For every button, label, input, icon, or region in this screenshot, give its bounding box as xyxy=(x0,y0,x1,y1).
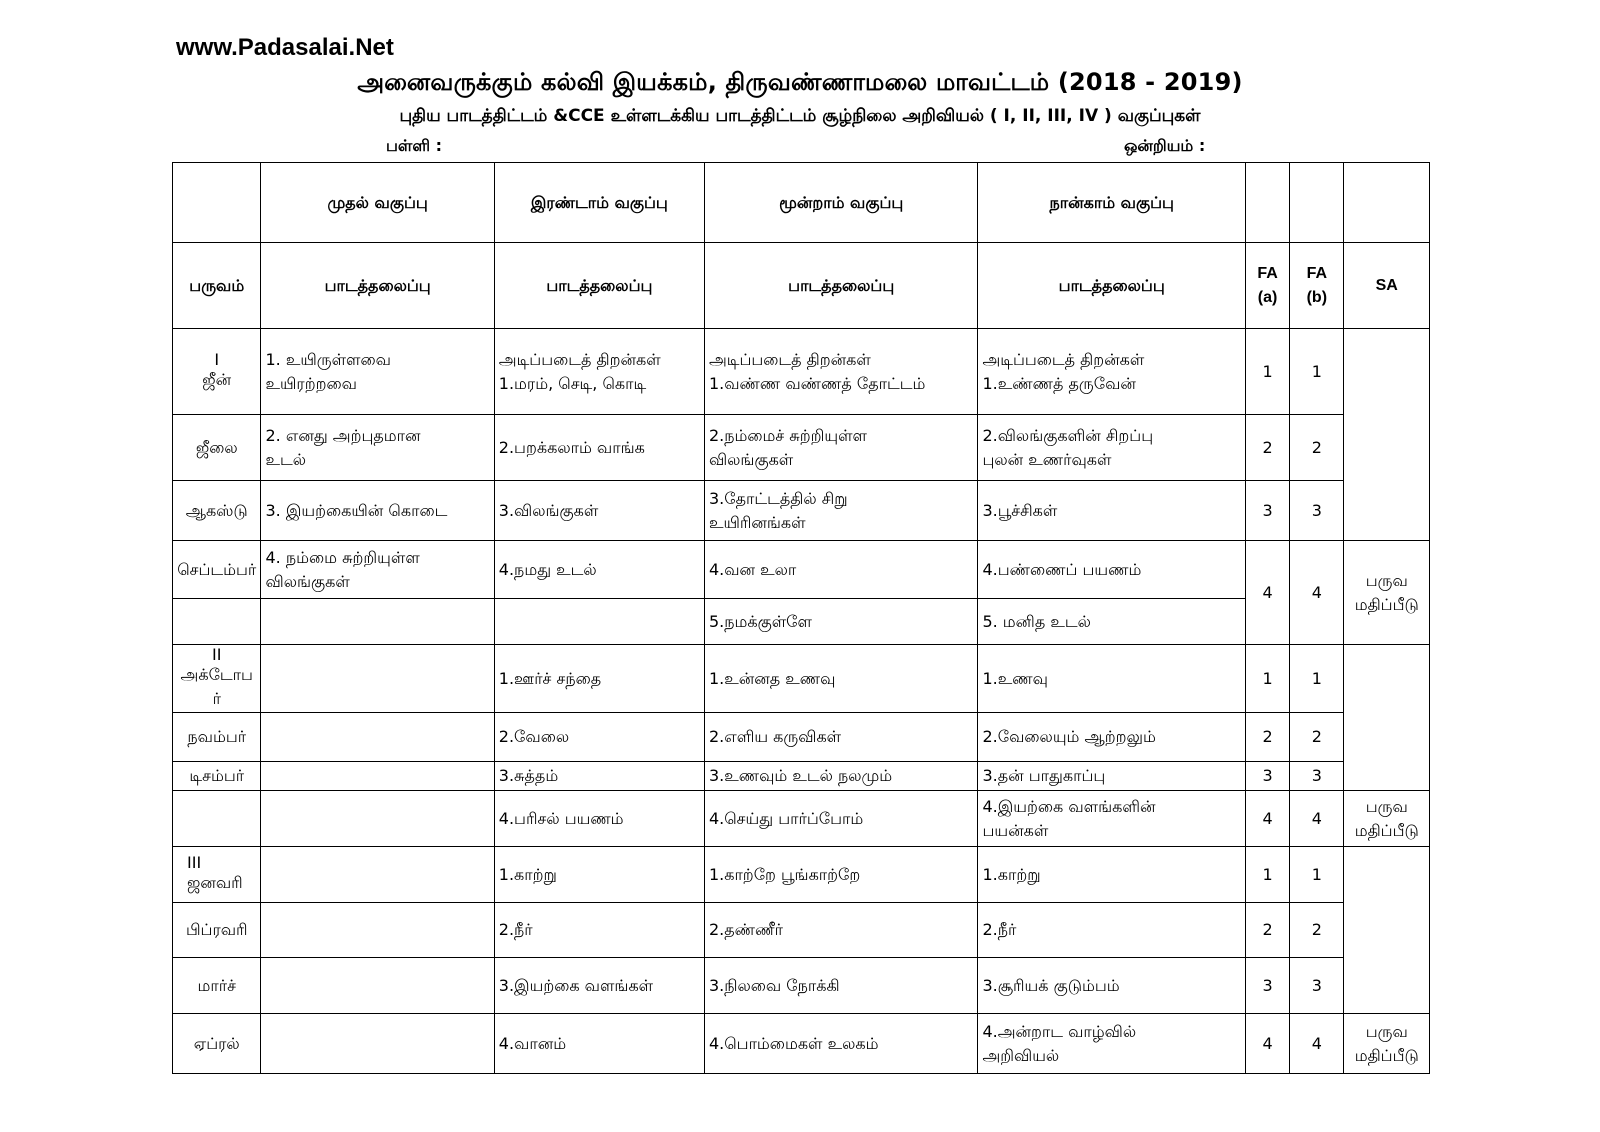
class2-topic: 2.பறக்கலாம் வாங்க xyxy=(494,415,704,481)
school-label: பள்ளி : xyxy=(386,136,442,155)
fa-b-value: 1 xyxy=(1290,645,1344,713)
month-label: ஆகஸ்டு xyxy=(173,481,261,541)
blank-header-cell xyxy=(1245,163,1289,243)
month-label: செப்டம்பர் xyxy=(173,541,261,599)
fa-a-value: 3 xyxy=(1245,958,1289,1014)
class4-topic: அடிப்படைத் திறன்கள் 1.உண்ணத் தருவேன் xyxy=(978,329,1245,415)
class1-header: முதல் வகுப்பு xyxy=(261,163,494,243)
table-row xyxy=(173,903,1430,958)
class1-topic xyxy=(261,903,494,958)
fa-b-value: 1 xyxy=(1290,847,1344,903)
fa-b-value: 2 xyxy=(1290,903,1344,958)
term-assessment-cell: பருவ மதிப்பீடு xyxy=(1344,791,1430,847)
class3-topic: 3.உணவும் உடல் நலமும் xyxy=(704,762,978,791)
month-label: ஜீன் xyxy=(202,370,232,389)
month-label: மார்ச் xyxy=(173,958,261,1014)
term-header: பருவம் xyxy=(173,243,261,329)
class4-topic: 2.விலங்குகளின் சிறப்பு புலன் உணர்வுகள் xyxy=(978,415,1245,481)
fa-b-value: 2 xyxy=(1290,713,1344,762)
union-label: ஒன்றியம் : xyxy=(1124,136,1206,155)
class1-topic xyxy=(261,1014,494,1074)
term-cell xyxy=(173,329,261,415)
fa-b-value: 3 xyxy=(1290,958,1344,1014)
month-label: டிசம்பர் xyxy=(173,762,261,791)
class4-topic: 4.அன்றாட வாழ்வில் அறிவியல் xyxy=(978,1014,1245,1074)
fa-b-value: 3 xyxy=(1290,762,1344,791)
document-subtitle: புதிய பாடத்திட்டம் &CCE உள்ளடக்கிய பாடத்திட்டம் சூழ்நிலை அறிவியல் ( I, II, III, IV ) வகுப்புகள் xyxy=(399,106,1201,126)
class4-topic: 4.பண்ணைப் பயணம் xyxy=(978,541,1245,599)
fa-a-value: 4 xyxy=(1245,541,1289,645)
class1-topic: 3. இயற்கையின் கொடை xyxy=(261,481,494,541)
topic-header: பாடத்தலைப்பு xyxy=(494,243,704,329)
fa-a-value: 1 xyxy=(1245,847,1289,903)
class-header-row xyxy=(173,163,1430,243)
class3-topic: 2.எளிய கருவிகள் xyxy=(704,713,978,762)
class3-topic: 4.பொம்மைகள் உலகம் xyxy=(704,1014,978,1074)
blank-header-cell xyxy=(1344,163,1430,243)
fa-b-value: 4 xyxy=(1290,791,1344,847)
class3-topic: 3.நிலவை நோக்கி xyxy=(704,958,978,1014)
sa-cell xyxy=(1344,329,1430,541)
class2-topic: 4.நமது உடல் xyxy=(494,541,704,599)
class2-topic: 3.இயற்கை வளங்கள் xyxy=(494,958,704,1014)
month-label: அக்டோப ர் xyxy=(180,665,253,708)
class1-topic: 2. எனது அற்புதமான உடல் xyxy=(261,415,494,481)
class1-topic xyxy=(261,762,494,791)
class4-topic: 3.சூரியக் குடும்பம் xyxy=(978,958,1245,1014)
class1-topic xyxy=(261,791,494,847)
table-row xyxy=(173,958,1430,1014)
blank-header-cell xyxy=(173,163,261,243)
term-assessment-cell: பருவ மதிப்பீடு xyxy=(1344,541,1430,645)
fa-a-value: 4 xyxy=(1245,791,1289,847)
fa-b-value: 4 xyxy=(1290,541,1344,645)
class3-topic: 4.வன உலா xyxy=(704,541,978,599)
class4-topic: 5. மனித உடல் xyxy=(978,599,1245,645)
class3-topic: 3.தோட்டத்தில் சிறு உயிரினங்கள் xyxy=(704,481,978,541)
term-roman: II xyxy=(212,645,222,664)
term-roman: I xyxy=(214,350,220,369)
class1-topic: 4. நம்மை சுற்றியுள்ள விலங்குகள் xyxy=(261,541,494,599)
table-row xyxy=(173,847,1430,903)
class2-topic: 4.வானம் xyxy=(494,1014,704,1074)
class4-topic: 1.காற்று xyxy=(978,847,1245,903)
month-label: ஜனவரி xyxy=(187,873,243,892)
term-cell xyxy=(173,645,261,713)
class4-topic: 2.வேலையும் ஆற்றலும் xyxy=(978,713,1245,762)
class2-topic: 1.காற்று xyxy=(494,847,704,903)
table-row xyxy=(173,415,1430,481)
class4-topic: 3.தன் பாதுகாப்பு xyxy=(978,762,1245,791)
class4-topic: 3.பூச்சிகள் xyxy=(978,481,1245,541)
class2-header: இரண்டாம் வகுப்பு xyxy=(494,163,704,243)
class1-topic: 1. உயிருள்ளவை உயிரற்றவை xyxy=(261,329,494,415)
class4-topic: 4.இயற்கை வளங்களின் பயன்கள் xyxy=(978,791,1245,847)
fa-b-value: 2 xyxy=(1290,415,1344,481)
class2-topic: 2.நீர் xyxy=(494,903,704,958)
class3-topic: 2.தண்ணீர் xyxy=(704,903,978,958)
month-label: பிப்ரவரி xyxy=(173,903,261,958)
class2-topic: 4.பரிசல் பயணம் xyxy=(494,791,704,847)
class3-topic: அடிப்படைத் திறன்கள் 1.வண்ண வண்ணத் தோட்டம் xyxy=(704,329,978,415)
topic-header: பாடத்தலைப்பு xyxy=(978,243,1245,329)
term-assessment-cell: பருவ மதிப்பீடு xyxy=(1344,1014,1430,1074)
class3-topic: 1.காற்றே பூங்காற்றே xyxy=(704,847,978,903)
fa-a-value: 4 xyxy=(1245,1014,1289,1074)
fa-a-header: FA (a) xyxy=(1245,243,1289,329)
table-row xyxy=(173,762,1430,791)
table-row xyxy=(173,599,1430,645)
fa-a-value: 3 xyxy=(1245,481,1289,541)
fa-a-value: 1 xyxy=(1245,329,1289,415)
table-row xyxy=(173,541,1430,599)
class2-topic: 2.வேலை xyxy=(494,713,704,762)
class1-topic xyxy=(261,645,494,713)
sa-cell xyxy=(1344,847,1430,1014)
class2-topic: 1.ஊர்ச் சந்தை xyxy=(494,645,704,713)
sa-header: SA xyxy=(1344,243,1430,329)
fa-b-value: 3 xyxy=(1290,481,1344,541)
term-cell xyxy=(173,847,261,903)
table-row xyxy=(173,791,1430,847)
class1-topic xyxy=(261,599,494,645)
fa-a-value: 3 xyxy=(1245,762,1289,791)
document-title: அனைவருக்கும் கல்வி இயக்கம், திருவண்ணாமலை மாவட்டம் (2018 - 2019) xyxy=(357,68,1243,96)
sa-cell xyxy=(1344,645,1430,791)
month-label xyxy=(173,791,261,847)
table-row xyxy=(173,481,1430,541)
month-label: ஜீலை xyxy=(173,415,261,481)
table-row xyxy=(173,1014,1430,1074)
month-label: நவம்பர் xyxy=(173,713,261,762)
class3-header: மூன்றாம் வகுப்பு xyxy=(704,163,978,243)
month-label: ஏப்ரல் xyxy=(173,1014,261,1074)
table-row xyxy=(173,713,1430,762)
blank-header-cell xyxy=(1290,163,1344,243)
fa-a-value: 1 xyxy=(1245,645,1289,713)
class2-topic: அடிப்படைத் திறன்கள் 1.மரம், செடி, கொடி xyxy=(494,329,704,415)
class4-topic: 1.உணவு xyxy=(978,645,1245,713)
fa-a-value: 2 xyxy=(1245,903,1289,958)
class2-topic: 3.சுத்தம் xyxy=(494,762,704,791)
class4-header: நான்காம் வகுப்பு xyxy=(978,163,1245,243)
fa-a-value: 2 xyxy=(1245,713,1289,762)
class1-topic xyxy=(261,847,494,903)
class2-topic xyxy=(494,599,704,645)
class3-topic: 5.நமக்குள்ளே xyxy=(704,599,978,645)
fa-a-value: 2 xyxy=(1245,415,1289,481)
topic-header-row xyxy=(173,243,1430,329)
class3-topic: 2.நம்மைச் சுற்றியுள்ள விலங்குகள் xyxy=(704,415,978,481)
fa-b-value: 1 xyxy=(1290,329,1344,415)
curriculum-table xyxy=(172,162,1430,1074)
site-watermark: www.Padasalai.Net xyxy=(176,34,394,61)
topic-header: பாடத்தலைப்பு xyxy=(261,243,494,329)
class1-topic xyxy=(261,713,494,762)
topic-header: பாடத்தலைப்பு xyxy=(704,243,978,329)
table-row xyxy=(173,329,1430,415)
month-label xyxy=(173,599,261,645)
class4-topic: 2.நீர் xyxy=(978,903,1245,958)
class2-topic: 3.விலங்குகள் xyxy=(494,481,704,541)
fa-b-value: 4 xyxy=(1290,1014,1344,1074)
table-row xyxy=(173,645,1430,713)
term-roman: III xyxy=(187,853,202,872)
fa-b-header: FA (b) xyxy=(1290,243,1344,329)
class3-topic: 4.செய்து பார்ப்போம் xyxy=(704,791,978,847)
class3-topic: 1.உன்னத உணவு xyxy=(704,645,978,713)
class1-topic xyxy=(261,958,494,1014)
